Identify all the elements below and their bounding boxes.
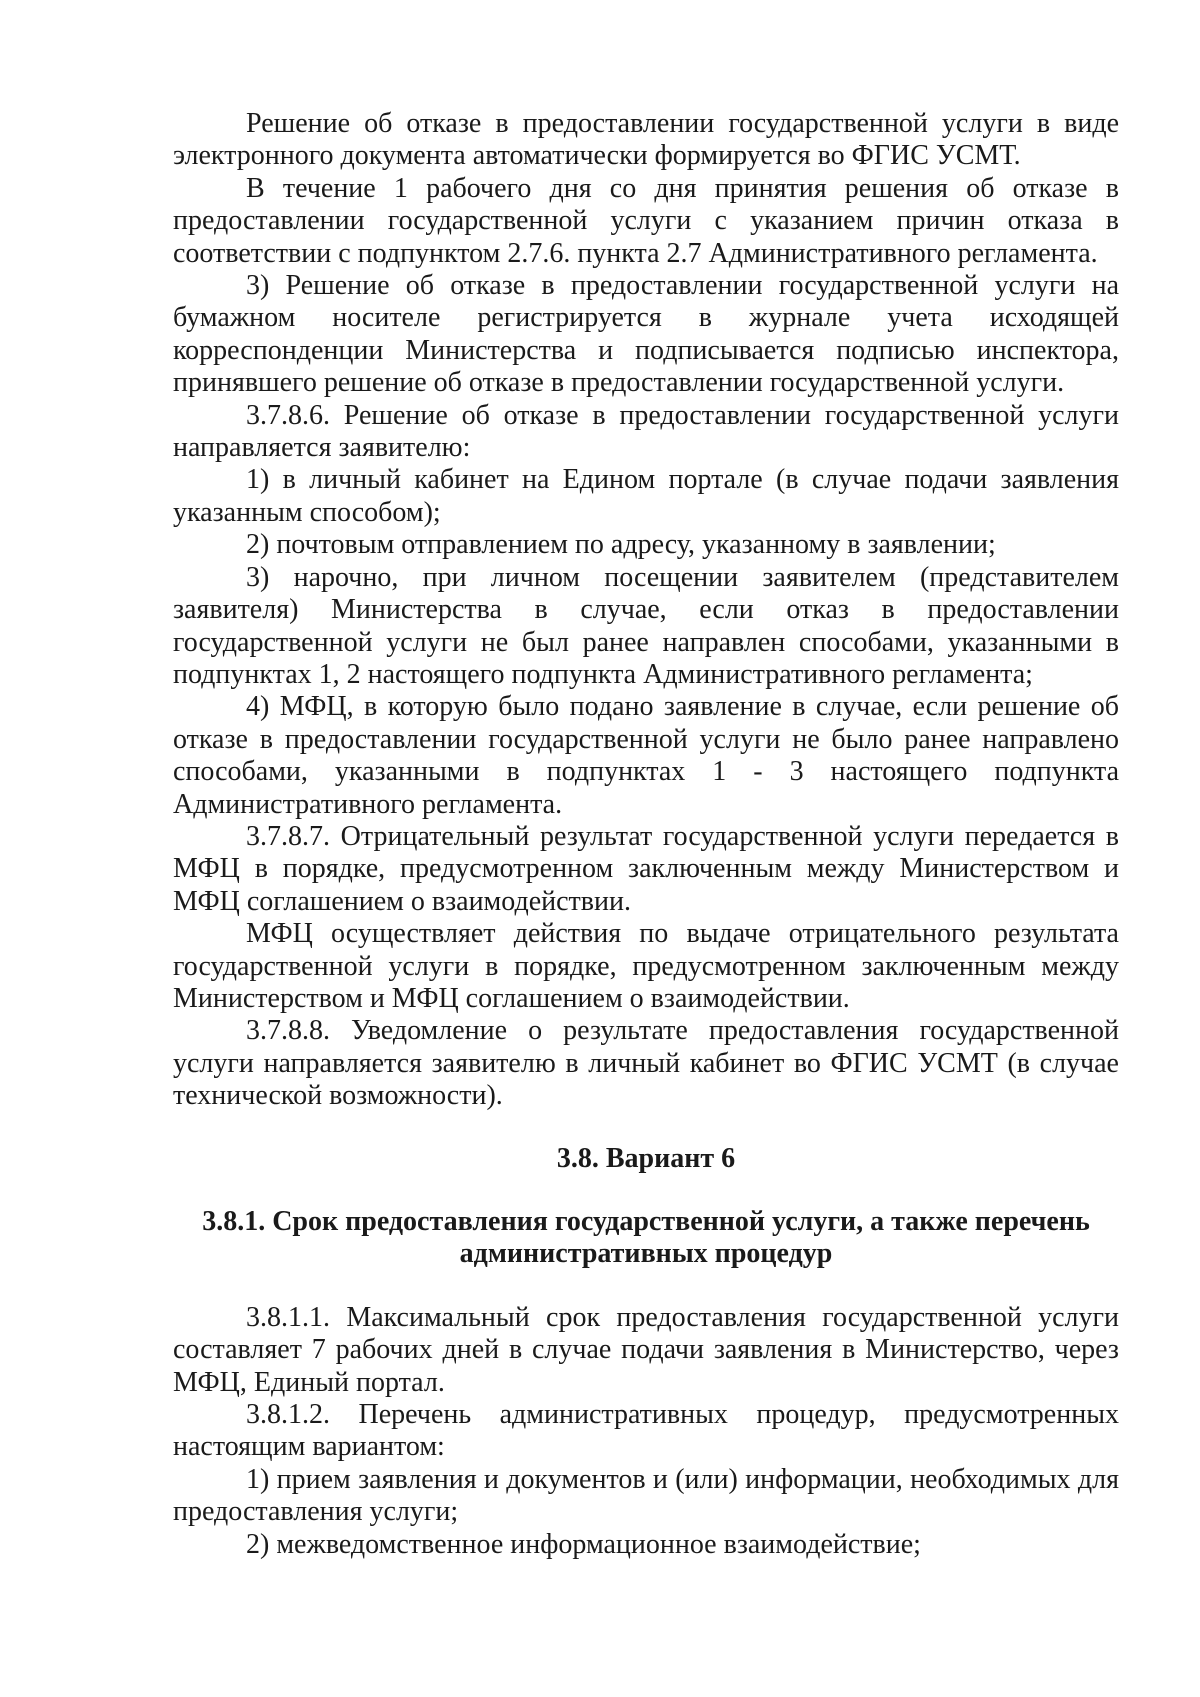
- list-item-in-person: 3) нарочно, при личном посещении заявителем (представителем заявителя) Министерства в случае, если отказ в предоставлении государственной услуги не был ранее направлен способами, указанными в подпунктах 1, 2 настоящего подпункта Административного регламента;: [173, 561, 1119, 690]
- paragraph-3-7-8-7: 3.7.8.7. Отрицательный результат государственной услуги передается в МФЦ в порядке, предусмотренном заключенным между Министерством и МФЦ соглашением о взаимодействии.: [173, 820, 1119, 917]
- document-page: [173, 108, 1119, 1561]
- section-title: 3.8. Вариант 6: [556, 1142, 736, 1174]
- list-item-mfc: 4) МФЦ, в которую было подано заявление в случае, если решение об отказе в предоставлении государственной услуги не было ранее направлено способами, указанными в подпунктах 1 - 3 настоящего подпункта Административного регламента.: [173, 691, 1119, 820]
- list-item-personal-cabinet: 1) в личный кабинет на Едином портале (в случае подачи заявления указанным способом);: [173, 464, 1119, 528]
- list-item-interagency: 2) межведомственное информационное взаимодействие;: [246, 1528, 921, 1560]
- paragraph-3-7-8-6: 3.7.8.6. Решение об отказе в предоставлении государственной услуги направляется заявителю:: [173, 399, 1119, 464]
- paragraph-paper-refusal: 3) Решение об отказе в предоставлении государственной услуги на бумажном носителе регистрируется в журнале учета исходящей корреспонденции Министерства и подписывается подписью инспектора, принявшего решение об отказе в предоставлении государственной услуги.: [173, 270, 1119, 399]
- paragraph-electronic-refusal: Решение об отказе в предоставлении государственной услуги в виде электронного документа автоматически формируется во ФГИС УСМТ.: [173, 108, 1119, 172]
- paragraph-mfc-issuance: МФЦ осуществляет действия по выдаче отрицательного результата государственной услуги в порядке, предусмотренном заключенным между Министерством и МФЦ соглашением о взаимодействии.: [173, 918, 1119, 1014]
- paragraph-3-8-1-1: 3.8.1.1. Максимальный срок предоставления государственной услуги составляет 7 рабочих дней в случае подачи заявления в Министерство, через МФЦ, Единый портал.: [173, 1301, 1119, 1398]
- paragraph-3-7-8-8: 3.7.8.8. Уведомление о результате предоставления государственной услуги направляется заявителю в личный кабинет во ФГИС УСМТ (в случае технической возможности).: [173, 1015, 1119, 1112]
- list-item-postal: 2) почтовым отправлением по адресу, указанному в заявлении;: [246, 529, 996, 561]
- subsection-title: 3.8.1. Срок предоставления государственной услуги, а также перечень административных процедур: [202, 1206, 1090, 1270]
- paragraph-3-8-1-2: 3.8.1.2. Перечень административных процедур, предусмотренных настоящим вариантом:: [173, 1399, 1119, 1463]
- list-item-reception: 1) прием заявления и документов и (или) информации, необходимых для предоставления услуги;: [173, 1463, 1119, 1528]
- paragraph-one-working-day: В течение 1 рабочего дня со дня принятия решения об отказе в предоставлении государственной услуги с указанием причин отказа в соответствии с подпунктом 2.7.6. пункта 2.7 Административного регламента.: [173, 172, 1119, 269]
